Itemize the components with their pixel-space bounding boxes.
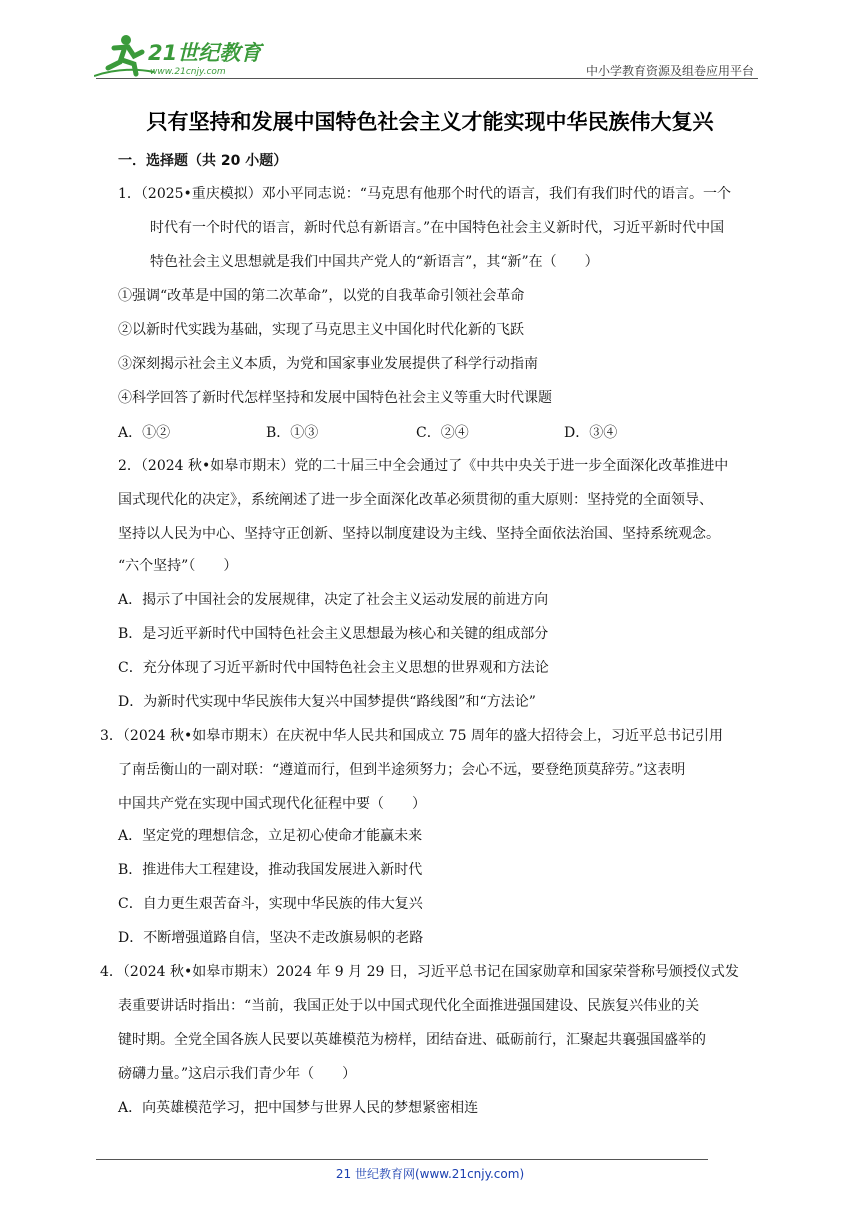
footer-divider <box>96 1159 708 1160</box>
text-line: 时代有一个时代的语言，新时代总有新语言。”在中国特色社会主义新时代，习近平新时代中国 <box>150 220 725 236</box>
text-line: 了南岳衡山的一副对联：“遵道而行，但到半途须努力；会心不远，要登绝顶莫辞劳。”这表明 <box>118 762 686 778</box>
section-heading: 一．选择题（共 20 小题） <box>118 153 288 169</box>
text-line: 3．（2024 秋•如皋市期末）在庆祝中华人民共和国成立 75 周年的盛大招待会上，习近平总书记引用 <box>100 728 723 744</box>
option-line: A．揭示了中国社会的发展规律，决定了社会主义运动发展的前进方向 <box>118 592 549 608</box>
document-title: 只有坚持和发展中国特色社会主义才能实现中华民族伟大复兴 <box>146 110 714 134</box>
choice-c: C．②④ <box>416 425 469 441</box>
text-line: 磅礴力量。”这启示我们青少年（ ） <box>118 1066 357 1082</box>
option-line: D．为新时代实现中华民族伟大复兴中国梦提供“路线图”和“方法论” <box>118 694 536 710</box>
choice-b: B．①③ <box>266 425 319 441</box>
logo-url: www.21cnjy.com <box>150 67 226 77</box>
choice-a: A．①② <box>118 425 171 441</box>
option-line: ④科学回答了新时代怎样坚持和发展中国特色社会主义等重大时代课题 <box>118 390 552 406</box>
text-line: 1．（2025•重庆模拟）邓小平同志说：“马克思有他那个时代的语言，我们有我们时代的语言。一个 <box>118 186 731 202</box>
text-line: 4．（2024 秋•如皋市期末）2024 年 9 月 29 日，习近平总书记在国家勋章和国家荣誉称号颁授仪式发 <box>100 964 739 980</box>
text-line: 坚持以人民为中心、坚持守正创新、坚持以制度建设为主线、坚持全面依法治国、坚持系统观念。 <box>118 526 720 542</box>
text-line: 表重要讲话时指出：“当前，我国正处于以中国式现代化全面推进强国建设、民族复兴伟业的关 <box>118 998 700 1014</box>
option-line: C．自力更生艰苦奋斗，实现中华民族的伟大复兴 <box>118 896 423 912</box>
option-line: ②以新时代实践为基础，实现了马克思主义中国化时代化新的飞跃 <box>118 322 524 338</box>
page-header <box>0 0 860 80</box>
option-line: B．是习近平新时代中国特色社会主义思想最为核心和关键的组成部分 <box>118 626 549 642</box>
option-line: C．充分体现了习近平新时代中国特色社会主义思想的世界观和方法论 <box>118 660 549 676</box>
option-line: A．坚定党的理想信念，立足初心使命才能赢未来 <box>118 828 423 844</box>
text-line: “六个坚持”（ ） <box>118 558 238 574</box>
text-line: 中国共产党在实现中国式现代化征程中要（ ） <box>118 796 426 812</box>
logo <box>94 32 264 80</box>
text-line: 键时期。全党全国各族人民要以英雄模范为榜样，团结奋进、砥砺前行，汇聚起共襄强国盛举的 <box>118 1032 706 1048</box>
runner-icon <box>94 35 154 76</box>
option-line: ①强调“改革是中国的第二次革命”，以党的自我革命引领社会革命 <box>118 288 525 304</box>
choice-d: D．③④ <box>564 425 618 441</box>
footer-link[interactable]: 21 世纪教育网(www.21cnjy.com) <box>335 1167 525 1181</box>
logo-text: 21世纪教育 <box>148 41 262 65</box>
text-line: 国式现代化的决定》，系统阐述了进一步全面深化改革必须贯彻的重大原则：坚持党的全面领导、 <box>118 492 713 508</box>
text-line: 2．（2024 秋•如皋市期末）党的二十届三中全会通过了《中共中央关于进一步全面深化改革推进中 <box>118 458 729 474</box>
option-line: D．不断增强道路自信，坚决不走改旗易帜的老路 <box>118 930 424 946</box>
option-line: A．向英雄模范学习，把中国梦与世界人民的梦想紧密相连 <box>118 1100 479 1116</box>
platform-name: 中小学教育资源及组卷应用平台 <box>585 64 754 78</box>
option-line: B．推进伟大工程建设，推动我国发展进入新时代 <box>118 862 423 878</box>
q1-choices <box>118 422 758 442</box>
text-line: 特色社会主义思想就是我们中国共产党人的“新语言”，其“新”在（ ） <box>150 254 599 270</box>
option-line: ③深刻揭示社会主义本质，为党和国家事业发展提供了科学行动指南 <box>118 356 538 372</box>
header-divider <box>96 78 758 79</box>
